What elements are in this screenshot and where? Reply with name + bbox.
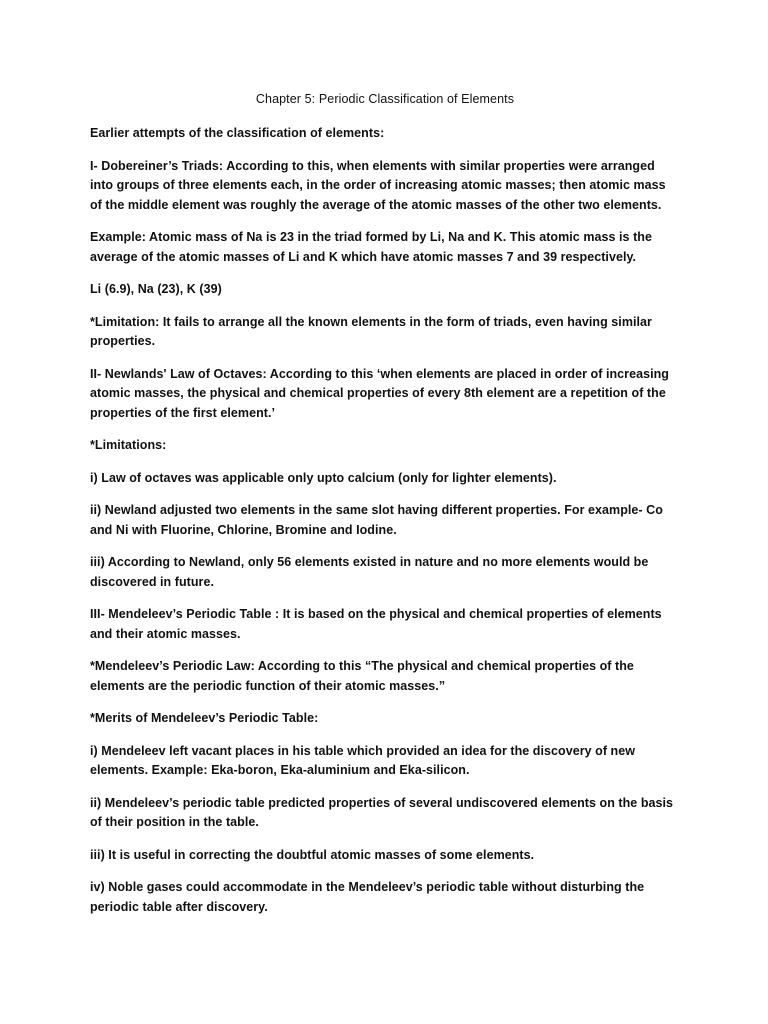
paragraph-dobereiner-triads: I- Dobereiner’s Triads: According to this, when elements with similar properties were arranged into groups of three elements each, in the order of increasing atomic masses; then atomic mass of the middle element was roughly the average of the atomic masses of the other two elements. bbox=[90, 158, 666, 212]
list-item-merit-4: iv) Noble gases could accommodate in the Mendeleev’s periodic table without disturbing the periodic table after discovery. bbox=[90, 880, 645, 914]
paragraph-triad-limitation: *Limitation: It fails to arrange all the known elements in the form of triads, even having similar properties. bbox=[90, 314, 652, 348]
list-item-octave-limitation-2: ii) Newland adjusted two elements in the same slot having different properties. For example- Co and Ni with Fluorine, Chlorine, Bromine and Iodine. bbox=[90, 503, 663, 537]
list-item-octave-limitation-1: i) Law of octaves was applicable only upto calcium (only for lighter elements). bbox=[90, 470, 557, 485]
paragraph-triad-values: Li (6.9), Na (23), K (39) bbox=[90, 282, 222, 296]
paragraph-mendeleev-table: III- Mendeleev’s Periodic Table : It is based on the physical and chemical properties of elements and their atomic masses. bbox=[90, 607, 662, 641]
list-item-merit-2: ii) Mendeleev’s periodic table predicted properties of several undiscovered elements on the basis of their position in the table. bbox=[90, 795, 674, 829]
paragraph-newlands-octaves: II- Newlands' Law of Octaves: According to this ‘when elements are placed in order of increasing atomic masses, the physical and chemical properties of every 8th element are a repetition of the properties of the first element.’ bbox=[90, 366, 669, 420]
document-title: Chapter 5: Periodic Classification of Elements bbox=[255, 92, 515, 106]
document-page bbox=[90, 92, 680, 930]
list-item-octave-limitation-3: iii) According to Newland, only 56 elements existed in nature and no more elements would be discovered in future. bbox=[90, 555, 649, 589]
paragraph-mendeleev-law: *Mendeleev’s Periodic Law: According to this “The physical and chemical properties of the elements are the periodic function of their atomic masses.” bbox=[90, 659, 634, 693]
list-item-merit-3: iii) It is useful in correcting the doubtful atomic masses of some elements. bbox=[90, 847, 535, 862]
paragraph-triad-example: Example: Atomic mass of Na is 23 in the triad formed by Li, Na and K. This atomic mass is the average of the atomic masses of Li and K which have atomic masses 7 and 39 respectively. bbox=[90, 230, 652, 264]
heading-earlier-attempts: Earlier attempts of the classification of elements: bbox=[90, 126, 385, 140]
heading-octave-limitations: *Limitations: bbox=[90, 438, 167, 452]
list-item-merit-1: i) Mendeleev left vacant places in his table which provided an idea for the discovery of new elements. Example: Eka-boron, Eka-aluminium and Eka-silicon. bbox=[90, 743, 636, 777]
heading-mendeleev-merits: *Merits of Mendeleev’s Periodic Table: bbox=[90, 711, 319, 725]
